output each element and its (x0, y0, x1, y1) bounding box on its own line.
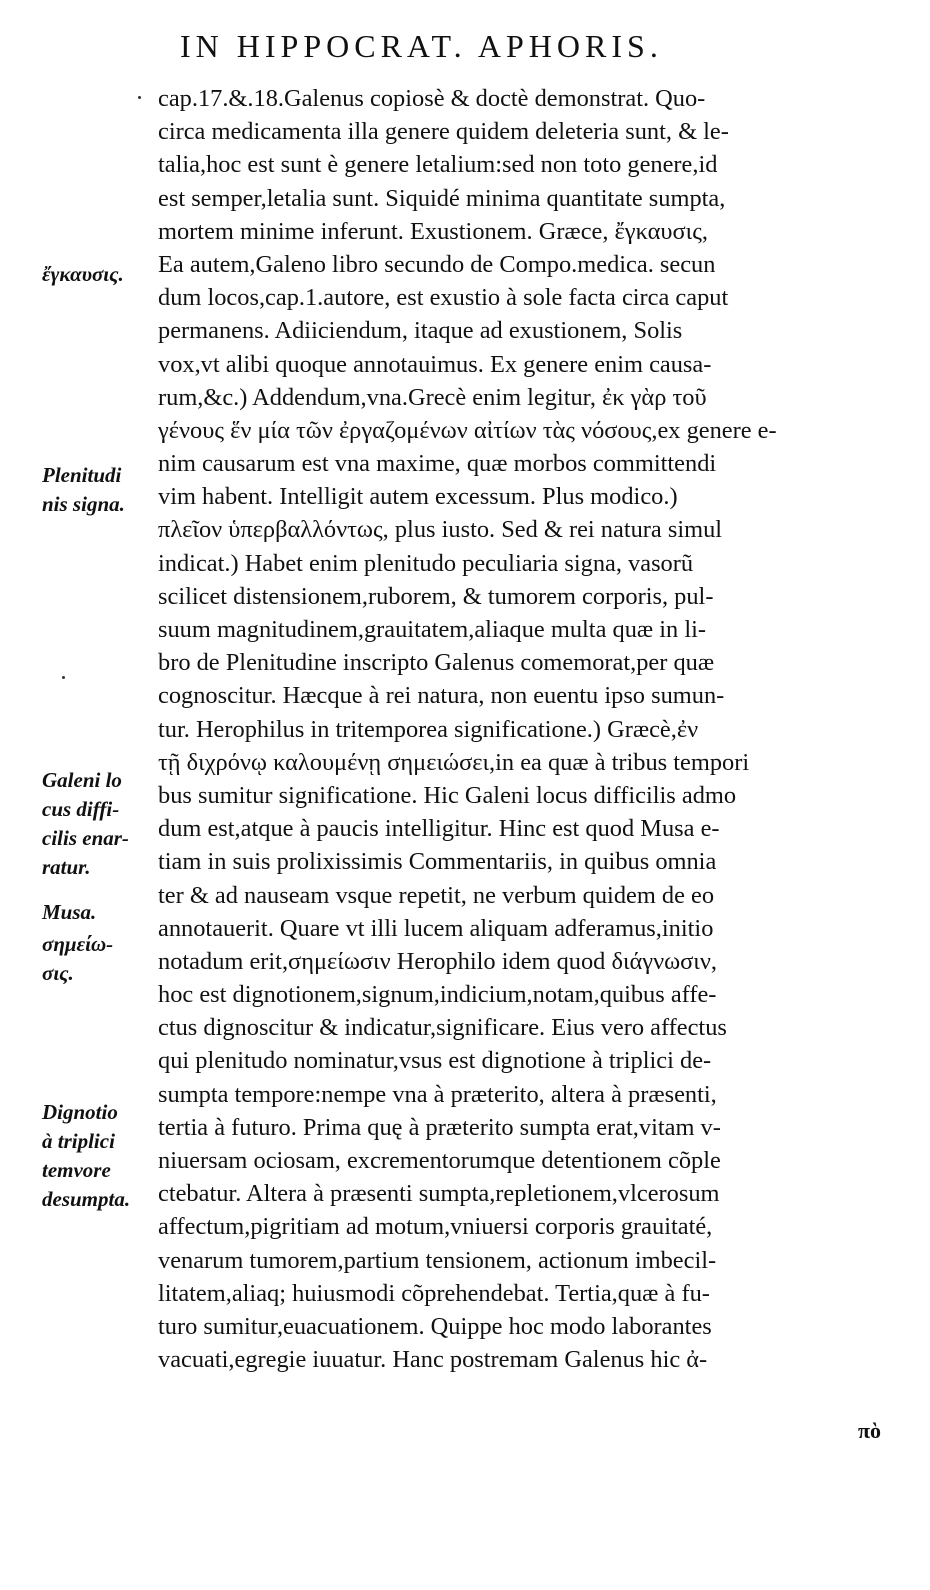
text-line: bro de Plenitudine inscripto Galenus comemorat,per quæ (158, 649, 715, 677)
margin-note-line: desumpta. (42, 1187, 131, 1211)
text-line: πλεῖον ὑπερβαλλόντως, plus iusto. Sed & rei natura simul (158, 516, 723, 544)
margin-note-line: σις. (42, 961, 74, 985)
text-line: vim habent. Intelligit autem excessum. Plus modico.) (158, 483, 678, 511)
margin-note-line: cilis enar- (42, 826, 129, 850)
text-line: permanens. Adiiciendum, itaque ad exustionem, Solis (158, 317, 683, 345)
text-line: niuersam ociosam, excrementorumque detentionem cõple (158, 1147, 721, 1174)
margin-note-line: Galeni lo (42, 768, 122, 792)
margin-note-dignotio (42, 1098, 130, 1214)
text-line: ter & ad nauseam vsque repetit, ne verbum quidem de eo (158, 881, 715, 909)
text-line: vox,vt alibi quoque annotauimus. Ex genere enim causa- (158, 350, 712, 378)
margin-note-line: Plenitudi (42, 463, 122, 487)
text-line: tertia à futuro. Prima quę à præterito sumpta erat,vitam v- (158, 1113, 721, 1141)
text-line: rum,&c.) Addendum,vna.Grecè enim legitur, ἐκ γὰρ τοῦ (158, 383, 707, 411)
margin-note-line: cus diffi- (42, 797, 120, 821)
body-text (158, 82, 898, 1376)
margin-note-plenitudinis (42, 461, 125, 519)
margin-note-semeiosis (42, 930, 113, 988)
margin-note-line: temvore (42, 1158, 111, 1182)
margin-note-galeni (42, 766, 129, 882)
text-line: τῇ διχρόνῳ καλουμένῃ σημειώσει,in ea quæ à tribus tempori (158, 748, 750, 776)
text-line: γένους ἕν μία τῶν ἐργαζομένων αἰτίων τὰς νόσους,ex genere e- (158, 416, 777, 444)
margin-note-line: Dignotio (42, 1100, 118, 1124)
ink-speck (62, 676, 65, 679)
ink-speck (138, 96, 141, 99)
text-line: nim causarum est vna maxime, quæ morbos committendi (158, 450, 717, 478)
text-line: affectum,pigritiam ad motum,vniuersi corporis grauitaté, (158, 1213, 713, 1241)
margin-note-line: Musa. (42, 900, 97, 924)
margin-note-musa (42, 898, 96, 927)
text-line: venarum tumorem,partium tensionem, actionum imbecil- (158, 1246, 717, 1274)
margin-note-line: ἔγκαυσις. (42, 262, 124, 286)
text-line: dum est,atque à paucis intelligitur. Hinc est quod Musa e- (158, 815, 720, 843)
text-line: annotauerit. Quare vt illi lucem aliquam adferamus,initio (158, 914, 714, 942)
margin-note-line: σημείω- (42, 932, 114, 956)
text-line: tiam in suis prolixissimis Commentariis, in quibus omnia (158, 848, 717, 876)
text-line: bus sumitur significatione. Hic Galeni locus difficilis admo (158, 781, 737, 809)
catchword: πὸ (858, 1418, 882, 1443)
text-line: est semper,letalia sunt. Siquidé minima quantitate sumpta, (158, 184, 726, 212)
text-line: sumpta tempore:nempe vna à præterito, altera à præsenti, (158, 1080, 717, 1108)
text-line: suum magnitudinem,grauitatem,aliaque multa quæ in li- (158, 616, 707, 643)
text-line: ctebatur. Altera à præsenti sumpta,repletionem,vlcerosum (158, 1180, 720, 1208)
text-line: indicat.) Habet enim plenitudo peculiaria signa, vasorũ (158, 549, 694, 577)
margin-note-egkausis (42, 260, 124, 289)
text-line: cognoscitur. Hæcque à rei natura, non euentu ipso sumun- (158, 682, 725, 710)
text-line: mortem minime inferunt. Exustionem. Græce, ἔγκαυσις, (158, 217, 708, 245)
text-line: qui plenitudo nominatur,vsus est dignotione à triplici de- (158, 1047, 712, 1075)
text-line: hoc est dignotionem,signum,indicium,notam,quibus affe- (158, 981, 717, 1009)
text-line: vacuati,egregie iuuatur. Hanc postremam Galenus hic ἀ- (158, 1346, 708, 1374)
text-line: notadum erit,σημείωσιν Herophilo idem quod διάγνωσιν, (158, 947, 717, 975)
running-header: IN HIPPOCRAT. APHORIS. (180, 28, 663, 64)
text-line: turo sumitur,euacuationem. Quippe hoc modo laborantes (158, 1312, 712, 1340)
text-line: circa medicamenta illa genere quidem deleteria sunt, & le- (158, 118, 729, 146)
margin-note-line: nis signa. (42, 492, 125, 516)
text-line: cap.17.&.18.Galenus copiosè & doctè demonstrat. Quo- (158, 85, 706, 112)
text-line: tur. Herophilus in tritemporea significatione.) Græcè,ἐν (158, 715, 699, 743)
text-line: litatem,aliaq; huiusmodi cõprehendebat. Tertia,quæ à fu- (158, 1279, 710, 1307)
text-line: talia,hoc est sunt è genere letalium:sed non toto genere,id (158, 151, 718, 179)
margin-note-line: à triplici (42, 1129, 115, 1153)
text-line: dum locos,cap.1.autore, est exustio à sole facta circa caput (158, 284, 729, 312)
text-line: scilicet distensionem,ruborem, & tumorem corporis, pul- (158, 582, 714, 610)
text-line: Ea autem,Galeno libro secundo de Compo.medica. secun (158, 250, 716, 278)
text-line: ctus dignoscitur & indicatur,significare. Eius vero affectus (158, 1014, 727, 1042)
margin-note-line: ratur. (42, 855, 91, 879)
